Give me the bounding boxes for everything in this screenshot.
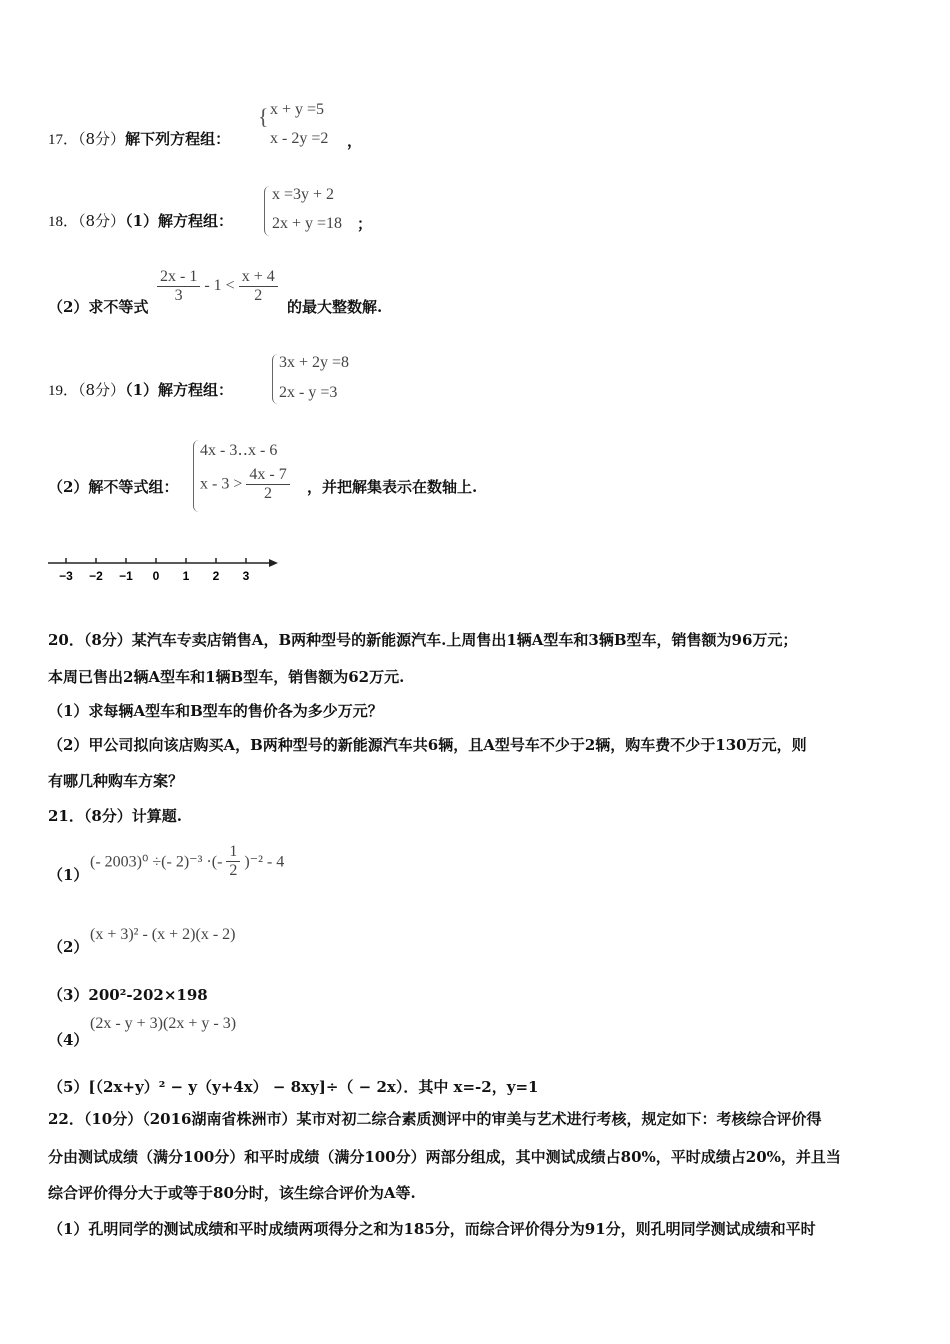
q19-tail: ，并把解集表示在数轴上. — [307, 478, 478, 496]
q17-number: 17． — [48, 132, 79, 148]
q19-equation-1: 3x + 2y =8 — [279, 354, 350, 371]
q18-fraction-1-denominator: 3 — [174, 287, 183, 304]
q18-part2-prompt: （2）求不等式 — [48, 298, 149, 316]
number-line-tick-label: 3 — [242, 569, 250, 583]
q18-points: （8分） — [78, 212, 126, 230]
q20-line-3: （1）求每辆A型车和B型车的售价各为多少万元？ — [48, 702, 383, 720]
q21-part1-label: （1） — [48, 866, 89, 884]
q17-brace: { — [258, 104, 269, 129]
q20-line-5: 有哪几种购车方案？ — [48, 772, 184, 790]
q22-line-3: 综合评价得分大于或等于80分时，该生综合评价为A等. — [48, 1184, 416, 1202]
number-line-ticks — [59, 558, 250, 583]
q19-inequality-1: 4x - 3‥x - 6 — [200, 442, 278, 459]
q17-tail: ， — [347, 132, 363, 150]
q18-fraction-1 — [157, 268, 200, 305]
q21-part1-expression — [90, 843, 284, 880]
q20-line-4: （2）甲公司拟向该店购买A，B两种型号的新能源汽车共6辆，且A型号车不少于2辆，购车费不少于130万元，则 — [48, 736, 807, 754]
q18-part1-prompt: （1）解方程组： — [125, 212, 234, 230]
q18-inequality-middle: - 1 < — [204, 277, 235, 295]
number-line-tick-label: −3 — [59, 569, 73, 583]
number-line-tick-label: −1 — [119, 569, 133, 583]
q17-heading — [48, 128, 230, 149]
number-line-arrow — [269, 559, 278, 567]
q22-line-1: 22．（10分）（2016湖南省株洲市）某市对初二综合素质测评中的审美与艺术进行考核，规定如下：考核综合评价得 — [48, 1110, 822, 1128]
q18-tail-2: 的最大整数解. — [287, 298, 383, 316]
q19-inequality-2-numerator: 4x - 7 — [246, 466, 289, 485]
q19-inequality-2-denominator: 2 — [264, 485, 273, 502]
q21-part2-expression: (x + 3)² - (x + 2)(x - 2) — [90, 926, 236, 943]
q21-part1-denominator: 2 — [229, 862, 238, 879]
q18-fraction-2 — [239, 268, 278, 305]
q21-heading: 21．（8分）计算题. — [48, 807, 183, 825]
number-line-tick-label: 2 — [212, 569, 220, 583]
q18-fraction-1-numerator: 2x - 1 — [157, 268, 200, 287]
q18-fraction-2-denominator: 2 — [254, 287, 263, 304]
q21-part1-fraction — [226, 843, 240, 880]
q22-line-2: 分由测试成绩（满分100分）和平时成绩（满分100分）两部分组成，其中测试成绩占80%，平时成绩占20%，并且当 — [48, 1148, 841, 1166]
q19-inequality-2-left: x - 3 > — [200, 475, 243, 493]
q20-line-2: 本周已售出2辆A型车和1辆B型车，销售额为62万元. — [48, 668, 405, 686]
q19-inequality-2-fraction — [246, 466, 289, 503]
q21-part4-expression: (2x - y + 3)(2x + y - 3) — [90, 1015, 237, 1032]
q18-number: 18． — [48, 214, 79, 230]
q18-heading — [48, 210, 233, 231]
number-line — [46, 552, 282, 586]
q21-part2-label: （2） — [48, 938, 89, 956]
q21-part1-numerator: 1 — [226, 843, 240, 862]
q19-equation-2: 2x - y =3 — [279, 384, 338, 401]
q18-equation-2: 2x + y =18 — [272, 215, 343, 232]
q17-equation-2: x - 2y =2 — [270, 130, 329, 147]
q21-part4-label: （4） — [48, 1031, 89, 1049]
number-line-tick-label: −2 — [89, 569, 103, 583]
q21-part3: （3）200²-202×198 — [48, 986, 208, 1004]
q21-part5: （5）[（2x+y）² − y（y+4x） − 8xy]÷（ − 2x）．其中 x=-2，y=1 — [48, 1078, 539, 1096]
q17-equation-1: x + y =5 — [270, 101, 325, 118]
q21-part1-expr-right: )⁻² - 4 — [244, 853, 285, 871]
q19-heading — [48, 379, 233, 400]
q20-line-1: 20．（8分）某汽车专卖店销售A，B两种型号的新能源汽车.上周售出1辆A型车和3辆B型车，销售额为96万元； — [48, 631, 798, 649]
number-line-tick-label: 0 — [152, 569, 160, 583]
q22-line-4: （1）孔明同学的测试成绩和平时成绩两项得分之和为185分，而综合评价得分为91分，则孔明同学测试成绩和平时 — [48, 1220, 816, 1238]
q19-brace-2 — [193, 440, 200, 512]
q17-prompt: 解下列方程组： — [125, 130, 231, 148]
q17-points: （8分） — [78, 130, 126, 148]
q19-number: 19． — [48, 383, 79, 399]
q19-brace-1 — [272, 354, 279, 404]
q19-part1-prompt: （1）解方程组： — [125, 381, 234, 399]
q21-part1-expr-left: (- 2003)⁰ ÷(- 2)⁻³ ·(- — [90, 853, 223, 871]
number-line-tick-label: 1 — [182, 569, 190, 583]
q18-fraction-2-numerator: x + 4 — [239, 268, 278, 287]
q19-inequality-2 — [200, 466, 290, 503]
q18-tail-1: ； — [357, 215, 373, 233]
q18-brace — [264, 186, 271, 236]
q18-inequality — [157, 268, 278, 305]
q19-part2-prompt: （2）解不等式组： — [48, 478, 179, 496]
q19-points: （8分） — [78, 381, 126, 399]
q18-equation-1: x =3y + 2 — [272, 186, 335, 203]
